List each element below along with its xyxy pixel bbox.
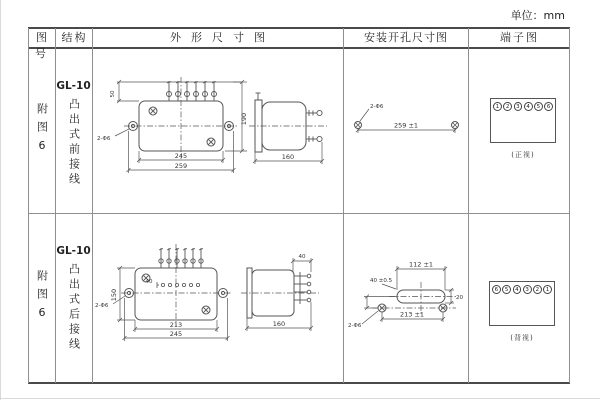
terminal-circle: 5 [502,285,511,294]
row1-structure-cell [55,48,92,213]
row2-model: GL-10 [56,245,91,257]
terminal-circle: 6 [492,285,501,294]
row1-fig-no-cell [28,48,55,213]
row2-terminal-caption: (背视) [510,334,534,342]
page-edge-bottom [0,398,600,399]
row1-outline-hole-label: 2-Φ6 [97,136,111,142]
row2-outline-drawing [93,214,343,382]
terminal-circle: 4 [513,285,522,294]
row1-model: GL-10 [56,80,91,92]
row1-mounting-drawing [344,49,469,212]
row1-terminal-caption: (正视) [511,151,535,159]
terminal-circle: 1 [493,102,502,111]
row2-mounting-drawing [344,214,469,382]
row2-structure-cell [55,213,92,383]
table-right-rule [569,28,570,383]
table-bottom-rule [28,382,570,384]
row2-fig-no-cell [28,213,55,383]
terminal-circle: 2 [533,285,542,294]
terminal-circle: 4 [524,102,533,111]
row1-fig-no: 附图6 [35,102,49,159]
row2-terminal-row [492,285,552,294]
row1-structure-type: 凸出式前接线 [67,98,81,188]
row1-dim-depth: 160 [281,153,295,161]
row1-mounting-hole-label: 2-Φ6 [370,104,384,110]
row2-dim-width-overall: 245 [169,330,183,338]
row1-dim-height: 190 [240,112,248,126]
row1-dim-width-overall: 259 [174,162,188,170]
terminal-circle: 6 [544,102,553,111]
terminal-circle: 1 [543,285,552,294]
terminal-circle: 3 [523,285,532,294]
terminal-circle: 2 [503,102,512,111]
header-fig-no: 图号 [35,31,49,60]
row2-dim-stud-width: 40 [298,254,306,260]
row2-outline-hole-label: 2-Φ6 [95,303,109,309]
row1-terminal-box [490,98,556,143]
row2-mounting-slot-height: 20 [456,295,463,301]
header-mounting: 安装开孔尺寸图 [364,31,448,44]
row2-mounting-span: 213 ±1 [399,310,425,319]
page-edge-left [0,0,1,400]
header-outline: 外形尺寸图 [170,31,275,44]
header-structure: 结构 [61,31,88,44]
row2-mounting-hole-label: 2-Φ6 [348,323,362,329]
unit-label: 单位：mm [510,9,565,22]
row1-dim-top-offset: 50 [110,90,116,98]
row1-mounting-span: 259 ±1 [393,121,419,130]
table-top-rule [28,27,570,29]
terminal-circle: 3 [514,102,523,111]
row2-dim-height: 150 [110,288,118,302]
row2-mounting-slot-width: 112 ±1 [408,260,434,269]
row2-dim-inner-span: 40 [145,279,153,285]
row1-outline-drawing [93,49,343,212]
row2-mounting-offset: 40 ±0.5 [370,278,393,284]
row2-terminal-box [489,281,555,326]
row2-structure-type: 凸出式后接线 [67,263,81,353]
terminal-circle: 5 [534,102,543,111]
row1-terminal-row [493,102,553,111]
header-terminal: 端子图 [500,31,539,44]
row2-dim-width-mount: 213 [169,321,183,329]
row1-dim-width-mount: 245 [174,152,188,160]
row2-fig-no: 附图6 [35,270,49,326]
row2-dim-depth: 160 [272,320,286,328]
